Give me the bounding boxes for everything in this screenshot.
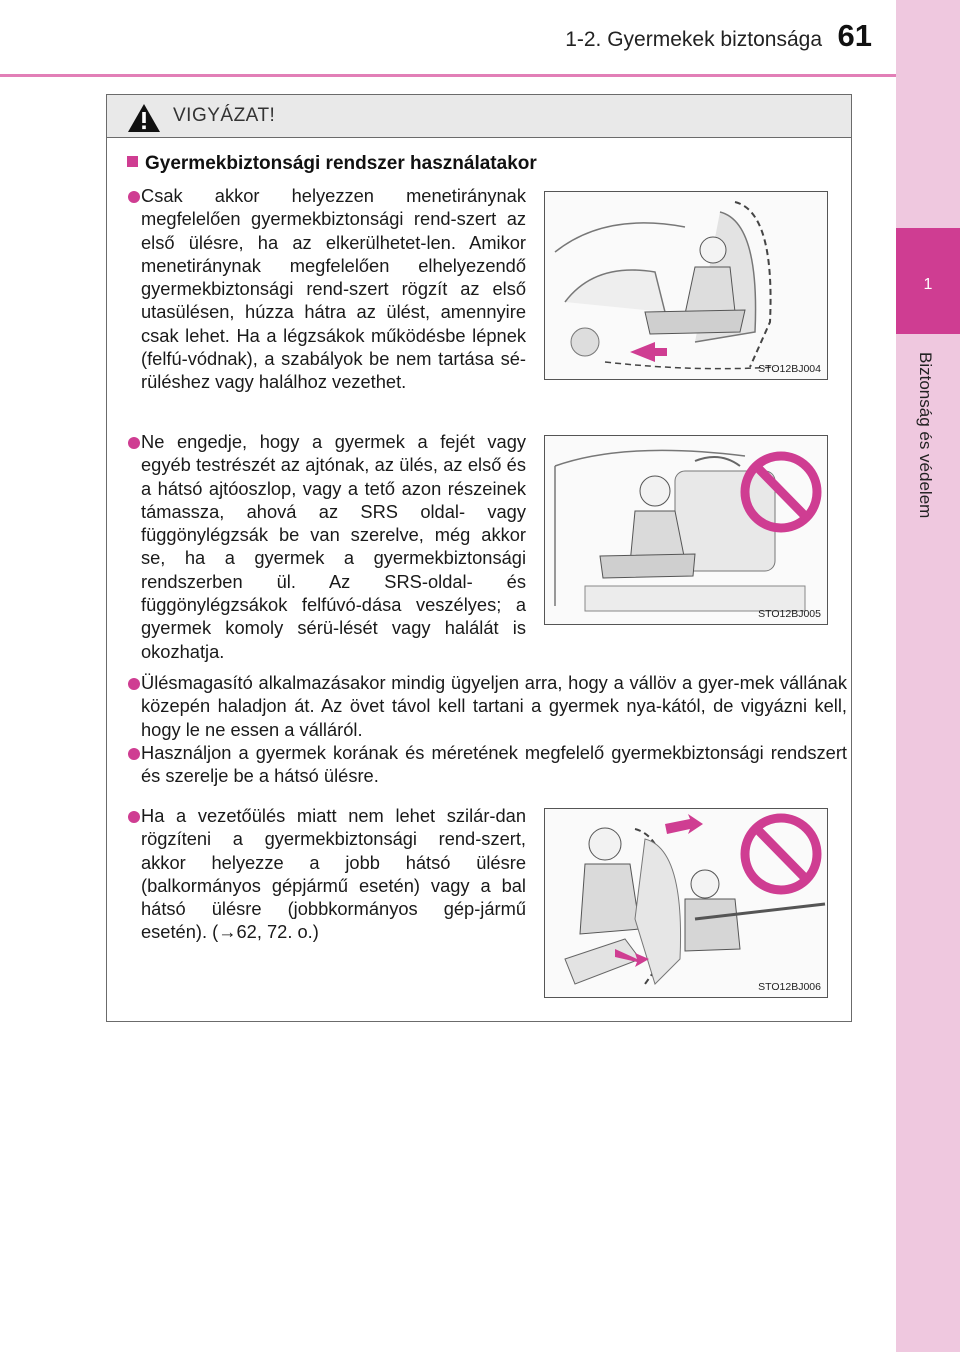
figure-code: STO12BJ005 bbox=[758, 608, 821, 620]
warning-header bbox=[107, 95, 851, 138]
warning-label: VIGYÁZAT! bbox=[173, 105, 276, 126]
front-seat-illustration-icon bbox=[545, 192, 828, 380]
running-header: 1-2. Gyermekek biztonsága bbox=[565, 28, 822, 51]
page-number: 61 bbox=[837, 18, 872, 53]
bullet-dot-icon bbox=[128, 811, 140, 823]
chapter-tab bbox=[896, 228, 960, 334]
warning-item-3: Ülésmagasító alkalmazásakor mindig ügyeljen arra, hogy a vállöv a gyer-mek vállának közepén haladjon át. Az övet távol kell tartani a gyermek nya-kától, de vigyázni kell, hogy le ne essen a válláról. bbox=[141, 672, 847, 740]
figure-code: STO12BJ004 bbox=[758, 363, 821, 375]
warning-item-4: Használjon a gyermek korának és méretének megfelelő gyermekbiztonsági rendszert és szerelje be a hátsó ülésre. bbox=[141, 742, 847, 787]
side-thumb-bar bbox=[896, 0, 960, 1352]
warning-item-5: Ha a vezetőülés miatt nem lehet szilár-dan rögzíteni a gyermekbiztonsági rend-szert, akkor helyezze a jobb hátsó ülésre (balkormányos gépjármű esetén) vagy a bal hátsó ülésre (jobbkormányos gép-jármű esetén). (→62, 72. o.) bbox=[141, 805, 526, 943]
illustration-front-seat bbox=[544, 191, 828, 380]
warning-box bbox=[106, 94, 852, 1022]
bullet-dot-icon bbox=[128, 678, 140, 690]
illustration-rear-seat bbox=[544, 808, 828, 998]
section-heading-text: Gyermekbiztonsági rendszer használatakor bbox=[145, 153, 537, 174]
square-bullet-icon bbox=[127, 156, 138, 167]
section-heading bbox=[127, 153, 537, 175]
bullet-dot-icon bbox=[128, 748, 140, 760]
bullet-dot-icon bbox=[128, 437, 140, 449]
chapter-title: Biztonság és védelem bbox=[916, 352, 935, 519]
bullet-dot-icon bbox=[128, 191, 140, 203]
rear-seat-illustration-icon bbox=[545, 809, 828, 998]
warning-item-2: Ne engedje, hogy a gyermek a fejét vagy egyéb testrészét az ajtónak, az ülés, az első és a hátsó ajtóoszlop, vagy a tető azon részeinek támassza, ahová az SRS oldal- vagy függönylégzsák be van szerelve, még akkor se, ha a gyermek a gyermekbiztonsági rendszerben ül. Az SRS-oldal- és függönylégzsákok felfúvó-dása veszélyes; a gyermek komoly sérü-lését vagy halálát is okozhatja. bbox=[141, 431, 526, 662]
warning-triangle-icon bbox=[127, 103, 161, 133]
illustration-head-against-door bbox=[544, 435, 828, 625]
header-rule bbox=[0, 74, 896, 77]
chapter-number: 1 bbox=[923, 276, 933, 293]
head-against-door-illustration-icon bbox=[545, 436, 828, 625]
figure-code: STO12BJ006 bbox=[758, 981, 821, 993]
warning-item-1: Csak akkor helyezzen menetiránynak megfelelően gyermekbiztonsági rend-szert az első ülésre, ha az elkerülhetet-len. Amikor menetiránynak megfelelően elhelyezendő gyermekbiztonsági rend-szert rögzít az első utasülésen, húzza hátra az ülést, amennyire csak lehet. Ha a légzsákok működésbe lépnek (felfú-vódnak), a szabályok be nem tartása sé-rüléshez vagy halálhoz vezethet. bbox=[141, 185, 526, 393]
